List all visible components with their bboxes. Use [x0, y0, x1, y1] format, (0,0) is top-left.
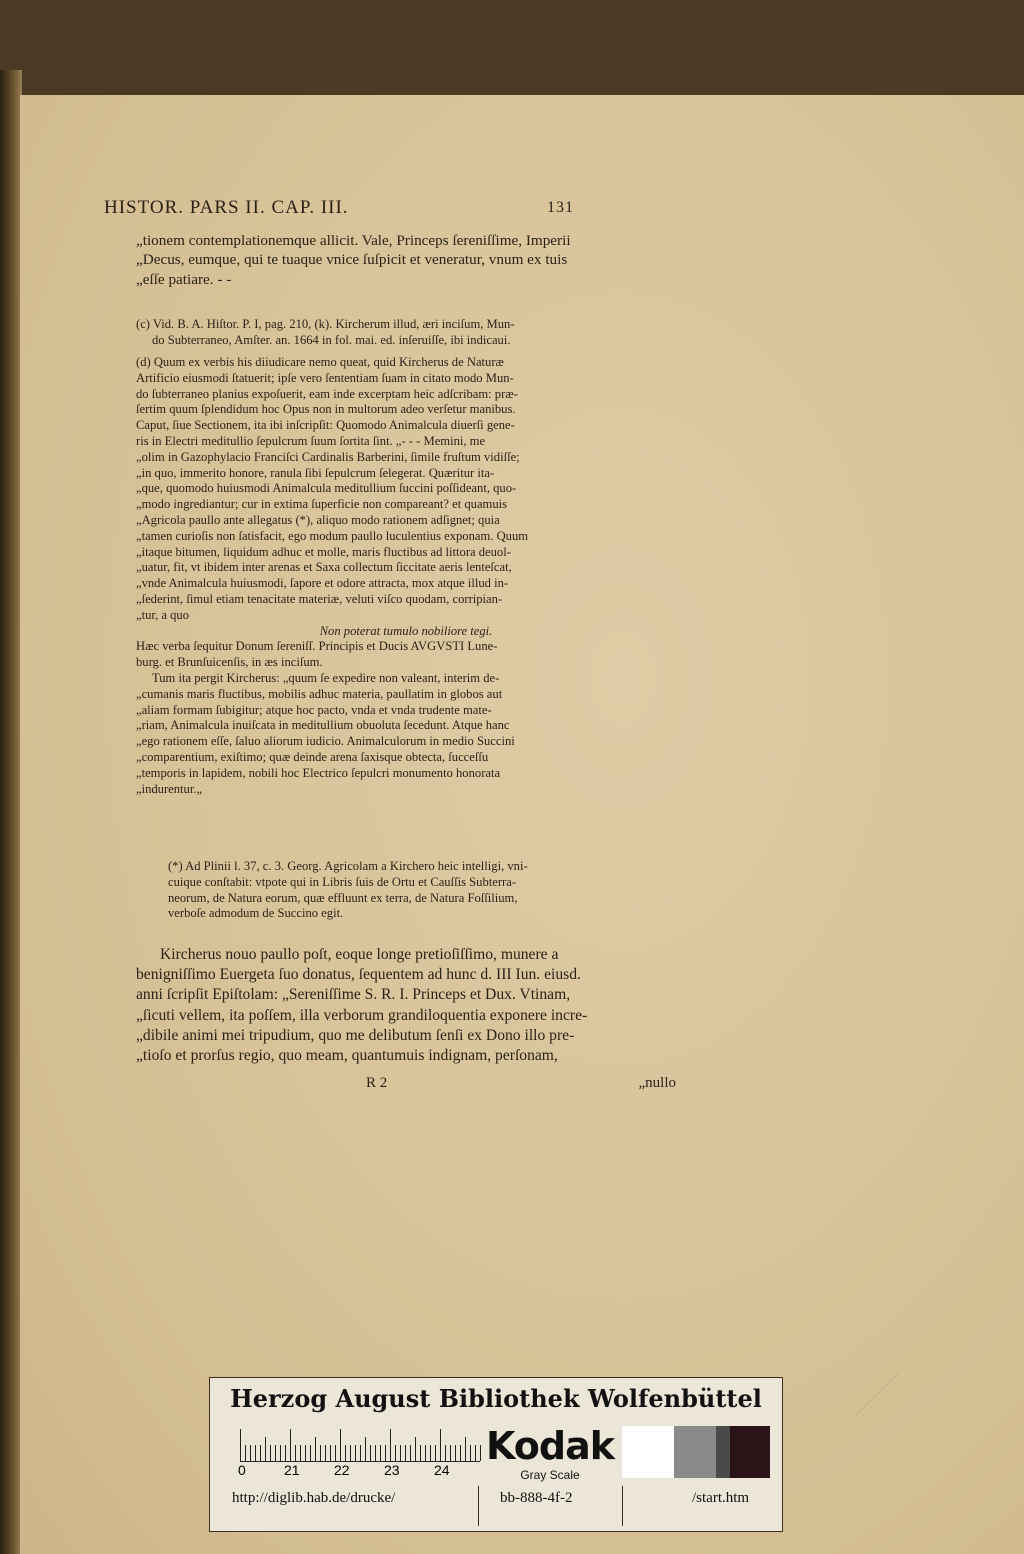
note-line: Caput, ſiue Sectionem, ita ibi inſcripſit: Quomodo Animalcula diuerſi gene-: [136, 418, 515, 433]
ruler-tick: [290, 1429, 291, 1461]
ruler-tick: [465, 1437, 466, 1461]
note-line: „riam, Animalcula inuiſcata in meditullium obuoluta ſecedunt. Atque hanc: [136, 718, 510, 733]
ruler-tick: [240, 1429, 241, 1461]
verse-line: Non poterat tumulo nobiliore tegi.: [319, 623, 493, 638]
ruler-tick: [420, 1445, 421, 1461]
note-line: Hæc verba ſequitur Donum ſereniſſ. Principis et Ducis AVGVSTI Lune-: [136, 639, 498, 654]
signature-mark: R 2: [366, 1075, 388, 1091]
ruler-tick: [425, 1445, 426, 1461]
note-line: burg. et Brunſuicenſis, in æs inciſum.: [136, 655, 323, 670]
footnote-d: [136, 355, 676, 797]
ruler-tick: [410, 1445, 411, 1461]
ruler-tick: [415, 1437, 416, 1461]
ruler-tick: [275, 1445, 276, 1461]
ruler-tick: [405, 1445, 406, 1461]
ruler-tick: [370, 1445, 371, 1461]
ruler-tick: [305, 1445, 306, 1461]
paragraph-2: [136, 945, 676, 1066]
note-line: „temporis in lapidem, nobili hoc Electrico ſepulcri monumento honorata: [136, 765, 501, 780]
chart-url: http://diglib.hab.de/drucke/: [232, 1490, 396, 1506]
ruler-tick: [440, 1429, 441, 1461]
note-line: „cumanis maris fluctibus, mobilis adhuc materia, paullatim in globos aut: [136, 686, 503, 701]
note-line: „in quo, immerito honore, ranula ſibi ſepulcrum ſelegerat. Quæritur ita-: [136, 465, 495, 480]
ruler-tick: [430, 1445, 431, 1461]
ruler-tick: [380, 1445, 381, 1461]
note-line: „itaque bitumen, liquidum adhuc et molle, maris fluctibus ad littora deuol-: [136, 544, 511, 559]
ruler-number: 21: [284, 1462, 300, 1478]
ruler-tick: [475, 1445, 476, 1461]
note-line: „Agricola paullo ante allegatus (*), aliquo modo rationem adſignet; quia: [136, 512, 500, 527]
note-line: do ſubterraneo planius expoſuerit, eam inde excerptam heic adſcribam: præ-: [136, 386, 518, 401]
note-line: verboſe admodum de Succino egit.: [168, 906, 344, 921]
ruler-tick: [365, 1437, 366, 1461]
text-line: anni ſcripſit Epiſtolam: „Sereniſſime S. R. I. Princeps et Dux. Vtinam,: [136, 986, 571, 1004]
ruler-tick: [250, 1445, 251, 1461]
note-line: „ego rationem eſſe, ſaluo aliorum iudicio. Animalculorum in medio Succini: [136, 734, 515, 749]
ruler-tick: [470, 1445, 471, 1461]
ruler-tick: [330, 1445, 331, 1461]
ruler-tick: [375, 1445, 376, 1461]
ruler-tick: [315, 1437, 316, 1461]
kodak-logo: Kodak: [486, 1424, 614, 1468]
swatch-black: [730, 1426, 770, 1478]
divider: [622, 1486, 623, 1526]
paper-fold-mark: [856, 1372, 942, 1458]
divider: [478, 1486, 479, 1526]
book-spine-edge: [0, 70, 22, 1554]
note-line: „aliam formam ſubigitur; atque hoc pacto, vnda et vnda trudente mate-: [136, 702, 492, 717]
note-line: neorum, de Natura eorum, quæ effluunt ex terra, de Natura Foſſilium,: [168, 890, 518, 905]
ruler-tick: [450, 1445, 451, 1461]
ruler-tick: [360, 1445, 361, 1461]
ruler-tick: [340, 1429, 341, 1461]
ruler-tick: [260, 1445, 261, 1461]
ruler-number: 0: [238, 1462, 246, 1478]
text-line: Kircherus nouo paullo poſt, eoque longe pretioſiſſimo, munere a: [160, 946, 559, 963]
ruler-numbers: [238, 1462, 488, 1480]
note-line: (c) Vid. B. A. Hiſtor. P. I, pag. 210, (k). Kircherum illud, æri inciſum, Mun-: [136, 317, 515, 331]
ruler-number: 23: [384, 1462, 400, 1478]
ruler-tick: [435, 1445, 436, 1461]
running-head-title: HISTOR. PARS II. CAP. III.: [104, 197, 349, 218]
chart-file: /start.htm: [692, 1490, 750, 1506]
ruler-tick: [390, 1429, 391, 1461]
note-line: „uatur, fit, vt ibidem inter arenas et Saxa collectum ſiccitate aeris lenteſcat,: [136, 560, 512, 575]
text-line: „Decus, eumque, qui te tuaque vnice ſuſpicit et veneratur, vnum ex tuis: [136, 251, 568, 269]
note-line: „indurentur.„: [136, 781, 203, 796]
color-calibration-chart: [209, 1377, 783, 1532]
ruler-tick: [270, 1445, 271, 1461]
text-line: „eſſe patiare. - -: [136, 270, 232, 288]
note-line: „olim in Gazophylacio Franciſci Cardinalis Barberini, ſimile fruſtum vidiſſe;: [136, 449, 520, 464]
note-line: „vnde Animalcula huiusmodi, ſapore et odore attracta, mox atque illud in-: [136, 576, 509, 591]
text-line: „tioſo et prorſus regio, quo meam, quantumuis indignam, perſonam,: [136, 1047, 558, 1065]
note-line: do Subterraneo, Amſter. an. 1664 in fol. mai. ed. inſeruiſſe, ibi indicaui.: [152, 332, 511, 347]
ruler-tick: [320, 1445, 321, 1461]
text-line: „tionem contemplationemque allicit. Vale, Princeps ſereniſſime, Imperii: [136, 232, 571, 249]
swatch-white: [622, 1426, 674, 1478]
ruler-tick: [350, 1445, 351, 1461]
ruler-tick: [300, 1445, 301, 1461]
note-line: „tur, a quo: [136, 607, 190, 622]
ruler-tick: [245, 1445, 246, 1461]
ruler-number: 24: [434, 1462, 450, 1478]
note-line: „comparentium, exiſtimo; quæ deinde arena ſaxisque obtecta, ſucceſſu: [136, 749, 489, 764]
note-line: ſertim quum ſplendidum hoc Opus non in multorum adeo verſetur manibus.: [136, 402, 516, 417]
note-line: (d) Quum ex verbis his diiudicare nemo queat, quid Kircherus de Naturæ: [136, 355, 504, 369]
page-number: 131: [547, 199, 574, 216]
ruler-tick: [265, 1437, 266, 1461]
gray-scale-label: Gray Scale: [520, 1468, 580, 1482]
swatch-dark-gray: [716, 1426, 730, 1478]
note-line: ris in Electri meditullio ſepulcrum ſuum ſortita ſint. „- - - Memini, me: [136, 433, 486, 448]
ruler-scale: [240, 1427, 480, 1462]
ruler-number: 22: [334, 1462, 350, 1478]
ruler-tick: [285, 1445, 286, 1461]
note-line: „que, quomodo huiusmodi Animalcula meditullium ſuccini poſſideant, quo-: [136, 481, 517, 496]
ruler-tick: [400, 1445, 401, 1461]
footnote-c: [136, 317, 676, 349]
ruler-tick: [280, 1445, 281, 1461]
ruler-tick: [310, 1445, 311, 1461]
note-line: „ſederint, ſimul etiam tenacitate materiæ, veluti viſco quodam, corripian-: [136, 591, 503, 606]
text-line: benigniſſimo Euergeta ſuo donatus, ſequentem ad hunc d. III Iun. eiusd.: [136, 966, 581, 984]
note-line: „modo ingrediantur; cur in extima ſuperficie non compareant? et quamuis: [136, 497, 508, 512]
paragraph-1: [136, 231, 676, 289]
book-page: [20, 95, 1024, 1554]
ruler-tick: [395, 1445, 396, 1461]
ruler-tick: [345, 1445, 346, 1461]
note-line: (*) Ad Plinii l. 37, c. 3. Georg. Agricolam a Kirchero heic intelligi, vni-: [168, 859, 528, 873]
ruler-tick: [460, 1445, 461, 1461]
ruler-tick: [385, 1445, 386, 1461]
swatch-gray: [674, 1426, 716, 1478]
ruler-tick: [455, 1445, 456, 1461]
ruler-tick: [325, 1445, 326, 1461]
ruler-tick: [255, 1445, 256, 1461]
footnote-star: [136, 859, 676, 922]
ruler-tick: [295, 1445, 296, 1461]
chart-shelfmark: bb-888-4f-2: [500, 1490, 573, 1506]
text-line: „dibile animi mei tripudium, quo me delibutum ſenſi ex Dono illo pre-: [136, 1026, 575, 1044]
note-line: cuique conſtabit: vtpote qui in Libris ſuis de Ortu et Cauſſis Subterra-: [168, 874, 517, 889]
note-line: „tamen curioſis non ſatisfacit, ego modum paullo luculentius exponam. Quum: [136, 528, 529, 543]
ruler-tick: [335, 1445, 336, 1461]
ruler-tick: [355, 1445, 356, 1461]
note-line: Artificio eiusmodi ſtatuerit; ipſe vero ſententiam ſuam in citato modo Mun-: [136, 370, 514, 385]
note-line: Tum ita pergit Kircherus: „quum ſe expedire non valeant, interim de-: [152, 670, 500, 685]
text-line: „ſicuti vellem, ita poſſem, illa verborum grandiloquentia exponere incre-: [136, 1006, 588, 1024]
library-name: Herzog August Bibliothek Wolfenbüttel: [230, 1384, 762, 1413]
ruler-tick: [445, 1445, 446, 1461]
running-head: [104, 197, 574, 219]
catchword: „nullo: [638, 1075, 676, 1091]
